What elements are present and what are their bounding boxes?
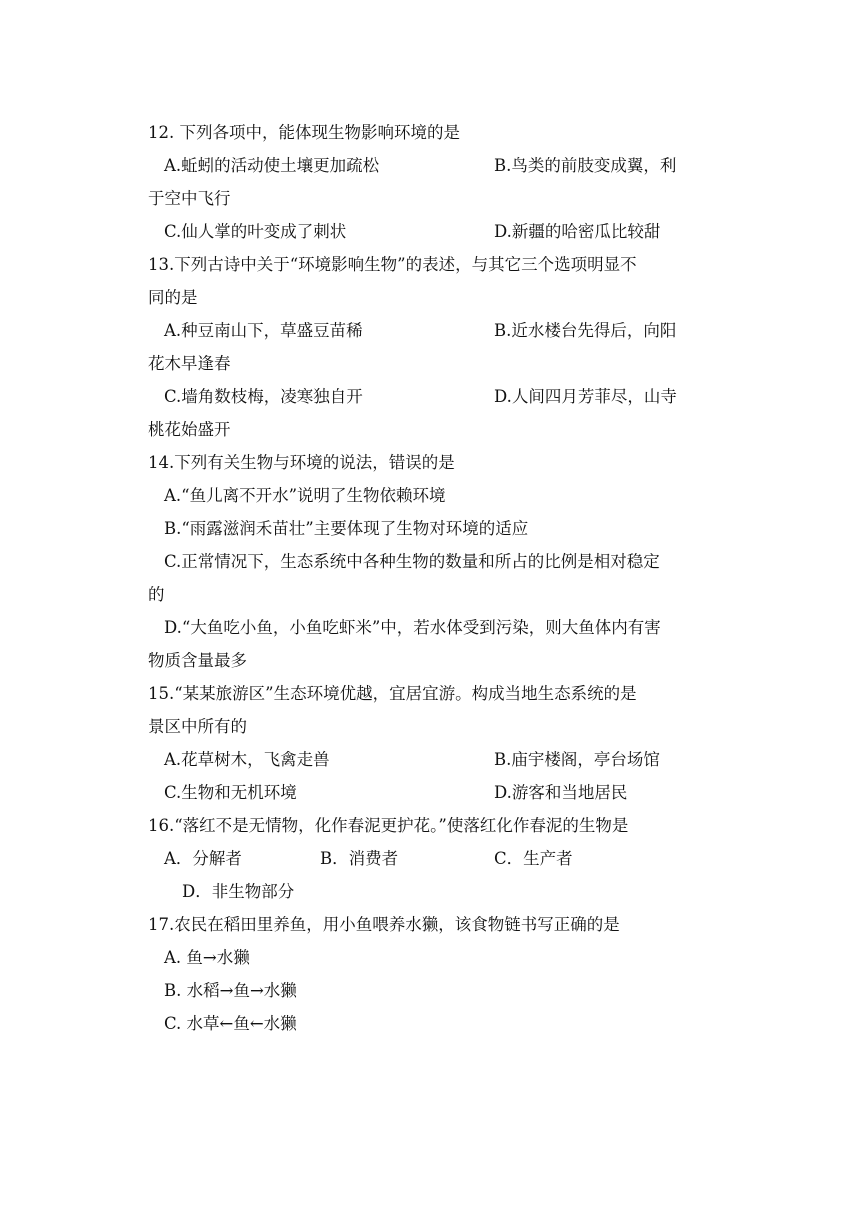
question-14-option-a-text: A.“鱼儿离不开水”说明了生物依赖环境 xyxy=(164,486,446,505)
question-14-option-c-continued-text: 的 xyxy=(148,585,165,604)
question-17-option-a xyxy=(148,941,728,974)
question-15-stem-text: 15.“某某旅游区”生态环境优越，宜居宜游。构成当地生态系统的是 xyxy=(148,684,637,703)
question-17-option-a-text: A. 鱼→水獭 xyxy=(164,948,250,967)
question-15-option-b: B.庙宇楼阁，亭台场馆 xyxy=(494,750,660,769)
question-17-option-b xyxy=(148,974,728,1007)
question-13-option-b: B.近水楼台先得后，向阳 xyxy=(494,321,677,340)
question-13-option-d: D.人间四月芳菲尽，山寺 xyxy=(494,387,677,406)
question-15-option-a: A.花草树木，飞禽走兽 xyxy=(164,750,330,769)
question-16-stem-text: 16.“落红不是无情物，化作春泥更护花。”使落红化作春泥的生物是 xyxy=(148,816,629,835)
question-14-option-d-continued xyxy=(148,644,728,677)
question-13-option-b-continued-text: 花木早逢春 xyxy=(148,354,231,373)
question-15-stem-continued-text: 景区中所有的 xyxy=(148,717,247,736)
question-15-stem-continued xyxy=(148,710,728,743)
question-13-option-a: A.种豆南山下，草盛豆苗稀 xyxy=(164,321,363,340)
question-12-options-row-2 xyxy=(148,215,728,248)
question-17-stem-text: 17.农民在稻田里养鱼，用小鱼喂养水獭，该食物链书写正确的是 xyxy=(148,915,620,934)
question-17-option-b-text: B. 水稻→鱼→水獭 xyxy=(164,981,297,1000)
question-14-stem-text: 14.下列有关生物与环境的说法，错误的是 xyxy=(148,453,455,472)
question-17-option-c-text: C. 水草←鱼←水獭 xyxy=(164,1014,297,1033)
question-16-option-a: A．分解者 xyxy=(164,849,242,868)
question-13-options-row-2 xyxy=(148,380,728,413)
question-12-stem xyxy=(148,116,728,149)
question-12-options-row-1 xyxy=(148,149,728,182)
question-15-option-d: D.游客和当地居民 xyxy=(494,783,628,802)
question-14-option-a xyxy=(148,479,728,512)
question-16-option-d-text: D．非生物部分 xyxy=(182,882,295,901)
question-13-option-c: C.墙角数枝梅，凌寒独自开 xyxy=(164,387,363,406)
question-13-stem xyxy=(148,248,728,281)
question-12-option-d: D.新疆的哈密瓜比较甜 xyxy=(494,222,661,241)
question-13-option-d-continued xyxy=(148,413,728,446)
question-14-option-c xyxy=(148,545,728,578)
question-15-stem xyxy=(148,677,728,710)
question-14-option-c-continued xyxy=(148,578,728,611)
question-17-stem xyxy=(148,908,728,941)
question-13-stem-continued xyxy=(148,281,728,314)
question-14-option-c-text: C.正常情况下，生态系统中各种生物的数量和所占的比例是相对稳定 xyxy=(164,552,660,571)
question-list xyxy=(148,116,728,1040)
question-15-options-row-2 xyxy=(148,776,728,809)
question-12-option-b-continued xyxy=(148,182,728,215)
question-13-stem-text: 13.下列古诗中关于“环境影响生物”的表述，与其它三个选项明显不 xyxy=(148,255,637,274)
question-16-options-row-1 xyxy=(148,842,728,875)
question-12-option-a: A.蚯蚓的活动使土壤更加疏松 xyxy=(164,156,380,175)
question-14-option-b-text: B.“雨露滋润禾苗壮”主要体现了生物对环境的适应 xyxy=(164,519,529,538)
question-17-option-c xyxy=(148,1007,728,1040)
question-13-options-row-1 xyxy=(148,314,728,347)
question-14-option-b xyxy=(148,512,728,545)
question-14-option-d-text: D.“大鱼吃小鱼，小鱼吃虾米”中，若水体受到污染，则大鱼体内有害 xyxy=(164,618,661,637)
question-15-option-c: C.生物和无机环境 xyxy=(164,783,297,802)
question-13-stem-continued-text: 同的是 xyxy=(148,288,198,307)
question-15-options-row-1 xyxy=(148,743,728,776)
question-16-stem xyxy=(148,809,728,842)
question-12-stem-text: 12. 下列各项中，能体现生物影响环境的是 xyxy=(148,123,460,142)
question-16-option-c: C．生产者 xyxy=(494,849,573,868)
question-12-option-b: B.鸟类的前肢变成翼，利 xyxy=(494,156,677,175)
question-12-option-c: C.仙人掌的叶变成了刺状 xyxy=(164,222,347,241)
question-14-stem xyxy=(148,446,728,479)
question-14-option-d xyxy=(148,611,728,644)
question-16-option-b: B．消费者 xyxy=(320,849,399,868)
question-13-option-b-continued xyxy=(148,347,728,380)
question-12-option-b-continued-text: 于空中飞行 xyxy=(148,189,231,208)
question-14-option-d-continued-text: 物质含量最多 xyxy=(148,651,247,670)
question-13-option-d-continued-text: 桃花始盛开 xyxy=(148,420,231,439)
question-16-option-d xyxy=(148,875,728,908)
